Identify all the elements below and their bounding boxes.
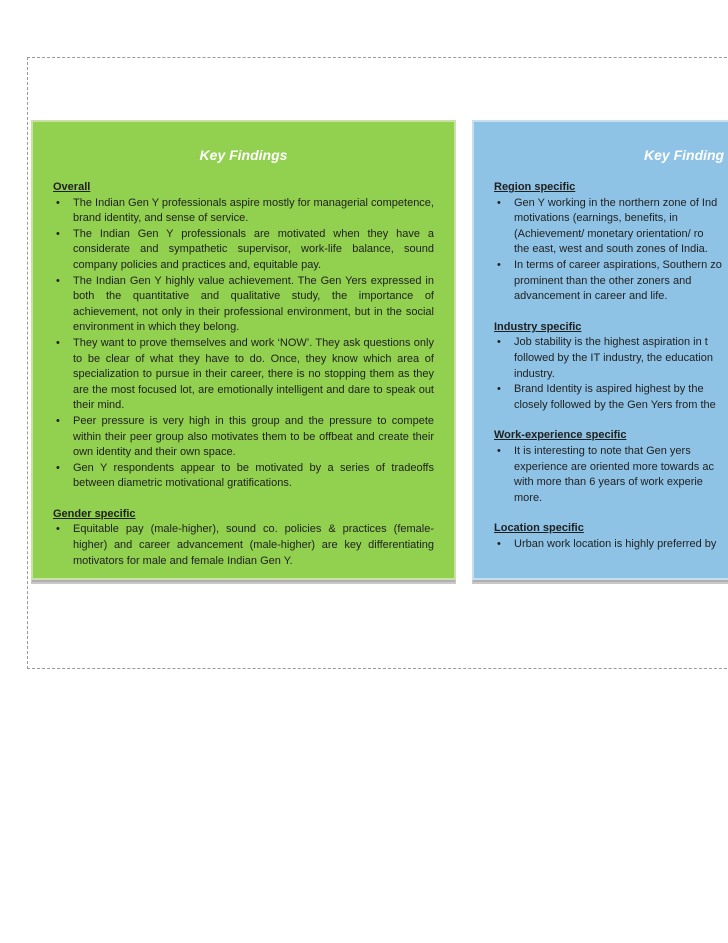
list-item <box>494 258 728 305</box>
list-item <box>494 382 728 413</box>
bullet-list <box>494 444 728 506</box>
section-heading: Region specific <box>494 181 576 193</box>
section-heading: Work-experience specific <box>494 429 627 442</box>
bullet-list-overall <box>53 196 434 492</box>
list-item-line: advancement in career and life. <box>514 290 668 303</box>
list-item-line: • In terms of career aspirations, Southern zo <box>514 258 722 271</box>
list-item-line: with more than 6 years of work experie <box>514 476 703 489</box>
list-item: • Gen Y respondents appear to be motivated by a series of tradeoffs between diametric motivational gratifications. <box>53 461 434 492</box>
section-heading: Location specific <box>494 522 584 535</box>
bullet-list <box>494 537 728 553</box>
list-item <box>494 335 728 382</box>
list-item-line: • Urban work location is highly preferred by <box>514 537 717 550</box>
list-item: • Equitable pay (male-higher), sound co. policies & practices (female-higher) and career advancement (male-higher) are key differentiating motivators for male and female Indian Gen Y. <box>53 522 434 569</box>
list-item-line: industry. <box>514 367 555 380</box>
list-item <box>494 537 728 553</box>
key-findings-panel-left <box>31 120 456 580</box>
bullet-list <box>494 196 728 305</box>
list-item-line: experience are oriented more towards ac <box>514 460 714 473</box>
list-item-line: prominent than the other zoners and <box>514 274 692 287</box>
list-item <box>494 196 728 258</box>
list-item-line: followed by the IT industry, the education <box>514 351 713 364</box>
panel-content <box>53 180 434 569</box>
bullet-list-gender <box>53 522 434 569</box>
list-item: • The Indian Gen Y highly value achievement. The Gen Yers expressed in both the quantitative and qualitative study, the importance of achievement, not only in their professional environment, but in the social environment in which they belong. <box>53 274 434 336</box>
list-item: • The Indian Gen Y professionals aspire mostly for managerial competence, brand identity, and sense of service. <box>53 196 434 227</box>
key-findings-panel-right <box>472 120 728 580</box>
list-item-line: more. <box>514 491 543 504</box>
list-item-line: the east, west and south zones of India. <box>514 243 708 256</box>
section-heading-gender: Gender specific <box>53 507 136 520</box>
section-heading-overall: Overall <box>53 181 91 193</box>
list-item-line: (Achievement/ monetary orientation/ ro <box>514 227 704 240</box>
list-item-line: closely followed by the Gen Yers from the <box>514 398 716 411</box>
list-item: • They want to prove themselves and work ‘NOW’. They ask questions only to be clear of what they have to do. Once, they know which area of specialization to pursue in their career, there is no stopping them as they are the most focused lot, are emotionally intelligent and dare to speak out their mind. <box>53 336 434 414</box>
section-heading: Industry specific <box>494 320 582 333</box>
panel-title: Key Findings <box>199 147 288 163</box>
panel-content <box>494 180 728 552</box>
list-item-line: • It is interesting to note that Gen yers <box>514 444 691 457</box>
list-item-line: motivations (earnings, benefits, in <box>514 212 678 225</box>
list-item-line: • Brand Identity is aspired highest by the <box>514 383 704 396</box>
list-item-line: • Gen Y working in the northern zone of Ind <box>514 196 718 209</box>
bullet-list <box>494 335 728 413</box>
list-item: • The Indian Gen Y professionals are motivated when they have a considerate and sympathetic supervisor, work-life balance, sound company policies and practices and, equitable pay. <box>53 227 434 274</box>
list-item-line: • Job stability is the highest aspiration in t <box>514 336 708 349</box>
panel-title: Key Finding <box>644 147 725 163</box>
list-item: • Peer pressure is very high in this group and the pressure to compete within their peer group also motivates them to be offbeat and create their own identity and their own space. <box>53 414 434 461</box>
list-item <box>494 444 728 506</box>
